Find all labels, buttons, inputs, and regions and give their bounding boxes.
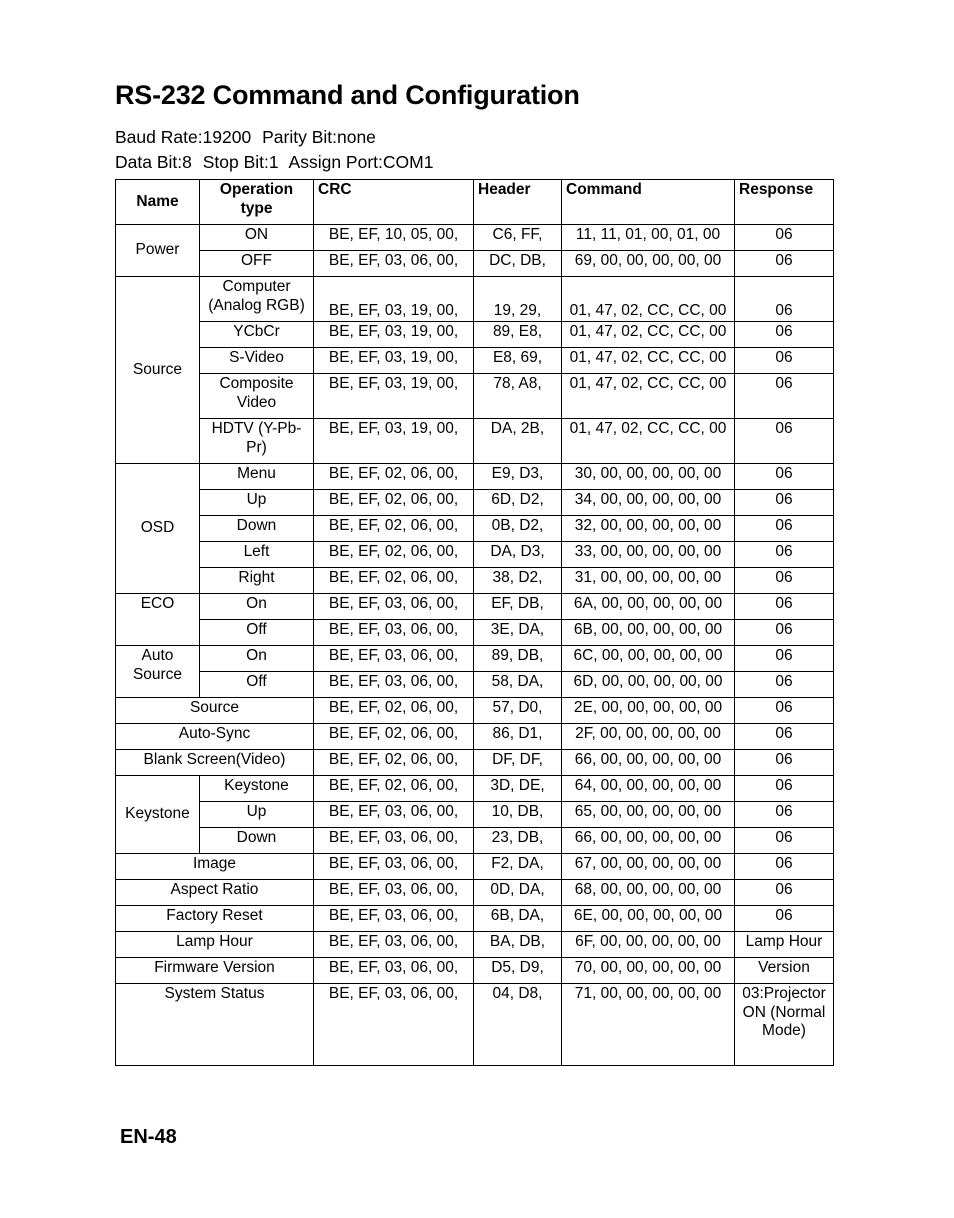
op-cell: Right (200, 568, 314, 594)
op-cell: Factory Reset (116, 906, 314, 932)
op-cell: Blank Screen(Video) (116, 750, 314, 776)
crc-cell: BE, EF, 03, 19, 00, (314, 374, 474, 419)
crc-cell: BE, EF, 03, 06, 00, (314, 854, 474, 880)
baud-rate: Baud Rate:19200 (115, 127, 252, 147)
header-cell: 04, D8, (474, 984, 562, 1066)
command-cell: 2E, 00, 00, 00, 00, 00 (562, 698, 735, 724)
op-cell: On (200, 594, 314, 620)
op-cell: Image (116, 854, 314, 880)
crc-cell: BE, EF, 03, 06, 00, (314, 958, 474, 984)
col-header-response: Response (735, 180, 834, 225)
table-row (116, 542, 834, 568)
command-cell: 01, 47, 02, CC, CC, 00 (562, 277, 735, 322)
response-cell: 06 (735, 374, 834, 419)
response-cell: 06 (735, 568, 834, 594)
table-row (116, 750, 834, 776)
op-cell: Up (200, 802, 314, 828)
page-number: EN-48 (120, 1126, 177, 1148)
table-row (116, 464, 834, 490)
crc-cell: BE, EF, 03, 19, 00, (314, 322, 474, 348)
table-row (116, 672, 834, 698)
table-row (116, 568, 834, 594)
table-row (116, 724, 834, 750)
crc-cell: BE, EF, 03, 06, 00, (314, 932, 474, 958)
crc-cell: BE, EF, 03, 06, 00, (314, 620, 474, 646)
col-header-name: Name (116, 180, 200, 225)
header-cell: 38, D2, (474, 568, 562, 594)
table-row (116, 594, 834, 620)
command-cell: 71, 00, 00, 00, 00, 00 (562, 984, 735, 1066)
table-row (116, 646, 834, 672)
op-cell: Menu (200, 464, 314, 490)
header-cell: 89, E8, (474, 322, 562, 348)
header-cell: 3E, DA, (474, 620, 562, 646)
command-cell: 69, 00, 00, 00, 00, 00 (562, 251, 735, 277)
crc-cell: BE, EF, 03, 06, 00, (314, 251, 474, 277)
crc-cell: BE, EF, 02, 06, 00, (314, 542, 474, 568)
header-cell: 23, DB, (474, 828, 562, 854)
response-cell: 06 (735, 646, 834, 672)
response-cell: 06 (735, 698, 834, 724)
command-cell: 68, 00, 00, 00, 00, 00 (562, 880, 735, 906)
op-cell: Lamp Hour (116, 932, 314, 958)
op-cell: Off (200, 620, 314, 646)
response-cell: Version (735, 958, 834, 984)
table-row (116, 906, 834, 932)
op-cell: YCbCr (200, 322, 314, 348)
response-cell: 06 (735, 750, 834, 776)
header-cell: DC, DB, (474, 251, 562, 277)
op-cell: S-Video (200, 348, 314, 374)
header-cell: D5, D9, (474, 958, 562, 984)
crc-cell: BE, EF, 03, 06, 00, (314, 672, 474, 698)
crc-cell: BE, EF, 03, 19, 00, (314, 348, 474, 374)
response-cell: 06 (735, 464, 834, 490)
response-cell: 06 (735, 724, 834, 750)
crc-cell: BE, EF, 02, 06, 00, (314, 750, 474, 776)
table-row (116, 698, 834, 724)
command-cell: 01, 47, 02, CC, CC, 00 (562, 374, 735, 419)
header-cell: E9, D3, (474, 464, 562, 490)
header-cell: 57, D0, (474, 698, 562, 724)
table-row (116, 620, 834, 646)
response-cell: 06 (735, 620, 834, 646)
crc-cell: BE, EF, 02, 06, 00, (314, 568, 474, 594)
response-cell: 06 (735, 348, 834, 374)
table-row (116, 958, 834, 984)
response-cell: 06 (735, 251, 834, 277)
col-header-command: Command (562, 180, 735, 225)
crc-cell: BE, EF, 03, 06, 00, (314, 880, 474, 906)
header-cell: DA, D3, (474, 542, 562, 568)
command-cell: 30, 00, 00, 00, 00, 00 (562, 464, 735, 490)
header-cell: 89, DB, (474, 646, 562, 672)
response-cell: 06 (735, 906, 834, 932)
col-header-crc: CRC (314, 180, 474, 225)
command-cell: 2F, 00, 00, 00, 00, 00 (562, 724, 735, 750)
header-cell: 58, DA, (474, 672, 562, 698)
response-cell: 06 (735, 594, 834, 620)
header-cell: BA, DB, (474, 932, 562, 958)
command-cell: 6D, 00, 00, 00, 00, 00 (562, 672, 735, 698)
table-row (116, 984, 834, 1066)
crc-cell: BE, EF, 10, 05, 00, (314, 225, 474, 251)
group-power: Power (116, 225, 200, 277)
command-cell: 32, 00, 00, 00, 00, 00 (562, 516, 735, 542)
response-cell: 06 (735, 542, 834, 568)
response-cell: 06 (735, 516, 834, 542)
crc-cell: BE, EF, 02, 06, 00, (314, 698, 474, 724)
command-cell: 11, 11, 01, 00, 01, 00 (562, 225, 735, 251)
crc-cell: BE, EF, 02, 06, 00, (314, 776, 474, 802)
command-cell: 67, 00, 00, 00, 00, 00 (562, 854, 735, 880)
table-row (116, 880, 834, 906)
table-row (116, 802, 834, 828)
response-cell: 06 (735, 490, 834, 516)
header-cell: 0B, D2, (474, 516, 562, 542)
response-cell: 03:Projector ON (Normal Mode) (735, 984, 834, 1066)
table-header-row (116, 180, 834, 225)
table-row (116, 419, 834, 464)
table-row (116, 854, 834, 880)
config-line-1 (115, 127, 382, 148)
op-cell: Computer (Analog RGB) (200, 277, 314, 322)
op-cell: On (200, 646, 314, 672)
header-cell: 3D, DE, (474, 776, 562, 802)
crc-cell: BE, EF, 03, 19, 00, (314, 419, 474, 464)
group-osd: OSD (116, 464, 200, 594)
table-row (116, 322, 834, 348)
response-cell: 06 (735, 277, 834, 322)
op-cell: Firmware Version (116, 958, 314, 984)
crc-cell: BE, EF, 03, 06, 00, (314, 984, 474, 1066)
response-cell: 06 (735, 419, 834, 464)
stop-bit: Stop Bit:1 (202, 152, 279, 172)
group-keystone: Keystone (116, 776, 200, 854)
op-cell: OFF (200, 251, 314, 277)
response-cell: 06 (735, 776, 834, 802)
group-eco: ECO (116, 594, 200, 646)
header-cell: 78, A8, (474, 374, 562, 419)
op-cell: ON (200, 225, 314, 251)
header-cell: 6B, DA, (474, 906, 562, 932)
op-cell: Down (200, 828, 314, 854)
response-cell: 06 (735, 322, 834, 348)
response-cell: 06 (735, 802, 834, 828)
col-header-header: Header (474, 180, 562, 225)
command-cell: 65, 00, 00, 00, 00, 00 (562, 802, 735, 828)
header-cell: 10, DB, (474, 802, 562, 828)
response-cell: 06 (735, 880, 834, 906)
config-line-2 (115, 152, 439, 173)
header-cell: 86, D1, (474, 724, 562, 750)
op-cell: Left (200, 542, 314, 568)
response-cell: 06 (735, 828, 834, 854)
op-cell: System Status (116, 984, 314, 1066)
data-bit: Data Bit:8 (115, 152, 192, 172)
op-cell: HDTV (Y-Pb-Pr) (200, 419, 314, 464)
table-row (116, 828, 834, 854)
header-cell: DF, DF, (474, 750, 562, 776)
op-cell: Off (200, 672, 314, 698)
crc-cell: BE, EF, 03, 06, 00, (314, 594, 474, 620)
parity-bit: Parity Bit:none (262, 127, 376, 147)
crc-cell: BE, EF, 02, 06, 00, (314, 516, 474, 542)
table-row (116, 225, 834, 251)
command-cell: 66, 00, 00, 00, 00, 00 (562, 828, 735, 854)
command-cell: 6A, 00, 00, 00, 00, 00 (562, 594, 735, 620)
command-table (115, 179, 834, 1066)
header-cell: 6D, D2, (474, 490, 562, 516)
crc-cell: BE, EF, 03, 06, 00, (314, 828, 474, 854)
command-cell: 01, 47, 02, CC, CC, 00 (562, 322, 735, 348)
command-cell: 34, 00, 00, 00, 00, 00 (562, 490, 735, 516)
command-cell: 6F, 00, 00, 00, 00, 00 (562, 932, 735, 958)
command-cell: 31, 00, 00, 00, 00, 00 (562, 568, 735, 594)
op-cell: Keystone (200, 776, 314, 802)
op-cell: Down (200, 516, 314, 542)
command-cell: 01, 47, 02, CC, CC, 00 (562, 348, 735, 374)
command-cell: 33, 00, 00, 00, 00, 00 (562, 542, 735, 568)
table-row (116, 516, 834, 542)
response-cell: 06 (735, 854, 834, 880)
command-cell: 66, 00, 00, 00, 00, 00 (562, 750, 735, 776)
command-cell: 6B, 00, 00, 00, 00, 00 (562, 620, 735, 646)
header-cell: F2, DA, (474, 854, 562, 880)
op-cell: Composite Video (200, 374, 314, 419)
header-cell: 0D, DA, (474, 880, 562, 906)
crc-cell: BE, EF, 03, 06, 00, (314, 646, 474, 672)
page-title: RS-232 Command and Configuration (115, 80, 580, 110)
table-row (116, 932, 834, 958)
crc-cell: BE, EF, 02, 06, 00, (314, 490, 474, 516)
table-row (116, 490, 834, 516)
header-cell: C6, FF, (474, 225, 562, 251)
command-cell: 64, 00, 00, 00, 00, 00 (562, 776, 735, 802)
command-cell: 6C, 00, 00, 00, 00, 00 (562, 646, 735, 672)
group-source: Source (116, 277, 200, 464)
table-row (116, 277, 834, 322)
table-row (116, 374, 834, 419)
command-cell: 70, 00, 00, 00, 00, 00 (562, 958, 735, 984)
response-cell: 06 (735, 225, 834, 251)
crc-cell: BE, EF, 02, 06, 00, (314, 464, 474, 490)
command-cell: 01, 47, 02, CC, CC, 00 (562, 419, 735, 464)
op-cell: Aspect Ratio (116, 880, 314, 906)
group-auto-source: Auto Source (116, 646, 200, 698)
crc-cell: BE, EF, 03, 06, 00, (314, 906, 474, 932)
header-cell: DA, 2B, (474, 419, 562, 464)
assign-port: Assign Port:COM1 (288, 152, 434, 172)
op-cell: Up (200, 490, 314, 516)
table-row (116, 251, 834, 277)
response-cell: 06 (735, 672, 834, 698)
col-header-operation-type: Operation type (200, 180, 314, 225)
command-cell: 6E, 00, 00, 00, 00, 00 (562, 906, 735, 932)
op-cell: Source (116, 698, 314, 724)
header-cell: 19, 29, (474, 277, 562, 322)
crc-cell: BE, EF, 03, 19, 00, (314, 277, 474, 322)
table-row (116, 776, 834, 802)
crc-cell: BE, EF, 02, 06, 00, (314, 724, 474, 750)
crc-cell: BE, EF, 03, 06, 00, (314, 802, 474, 828)
header-cell: E8, 69, (474, 348, 562, 374)
header-cell: EF, DB, (474, 594, 562, 620)
response-cell: Lamp Hour (735, 932, 834, 958)
op-cell: Auto-Sync (116, 724, 314, 750)
table-row (116, 348, 834, 374)
